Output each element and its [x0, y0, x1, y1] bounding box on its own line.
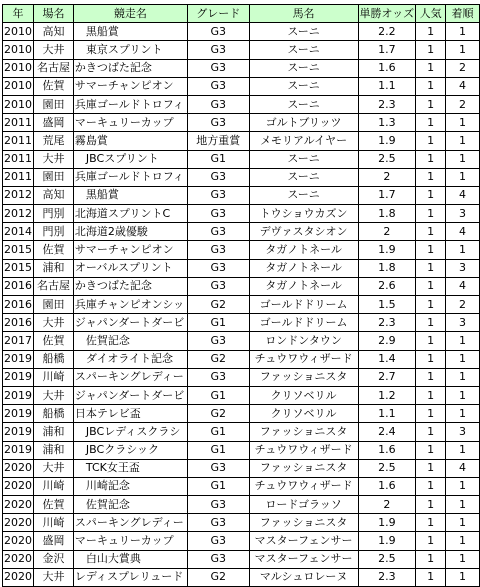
table-row — [3, 132, 480, 150]
race-name-cell: 兵庫ゴールドトロフィ — [73, 168, 187, 186]
year-cell: 2020 — [3, 496, 34, 514]
popularity-cell: 1 — [416, 332, 446, 350]
horse-name-cell: ゴールドドリーム — [249, 296, 358, 314]
finish-cell: 1 — [446, 477, 480, 495]
finish-cell: 1 — [446, 386, 480, 404]
grade-cell: G3 — [187, 168, 249, 186]
race-name-cell: 兵庫ゴールドトロフィ — [73, 95, 187, 113]
year-cell: 2011 — [3, 150, 34, 168]
results-table-container — [2, 4, 480, 587]
odds-cell: 1.9 — [358, 514, 416, 532]
grade-cell: G3 — [187, 95, 249, 113]
grade-cell: G3 — [187, 368, 249, 386]
horse-name-cell: チュウワウィザード — [249, 477, 358, 495]
popularity-cell: 1 — [416, 368, 446, 386]
race-name-cell: サマーチャンピオン — [73, 77, 187, 95]
finish-cell: 2 — [446, 296, 480, 314]
grade-cell: G3 — [187, 514, 249, 532]
horse-name-cell: ロードゴラッソ — [249, 496, 358, 514]
table-row — [3, 77, 480, 95]
year-cell: 2020 — [3, 532, 34, 550]
finish-cell: 4 — [446, 77, 480, 95]
finish-cell: 1 — [446, 496, 480, 514]
venue-cell: 荒尾 — [34, 132, 74, 150]
race-name-cell: 黒船賞 — [73, 186, 187, 204]
horse-name-cell: ファッショニスタ — [249, 423, 358, 441]
year-cell: 2020 — [3, 568, 34, 586]
odds-cell: 1.2 — [358, 386, 416, 404]
header-popularity: 人気 — [416, 5, 446, 23]
finish-cell: 1 — [446, 568, 480, 586]
popularity-cell: 1 — [416, 132, 446, 150]
year-cell: 2010 — [3, 23, 34, 41]
horse-name-cell: スーニ — [249, 77, 358, 95]
year-cell: 2017 — [3, 332, 34, 350]
odds-cell: 1.7 — [358, 186, 416, 204]
race-results-table — [2, 4, 480, 587]
popularity-cell: 1 — [416, 459, 446, 477]
horse-name-cell: マスターフェンサー — [249, 532, 358, 550]
popularity-cell: 1 — [416, 23, 446, 41]
race-name-cell: マーキュリーカップ — [73, 114, 187, 132]
header-venue: 場名 — [34, 5, 74, 23]
race-name-cell: スパーキングレディー — [73, 514, 187, 532]
popularity-cell: 1 — [416, 532, 446, 550]
race-name-cell: ダイオライト記念 — [73, 350, 187, 368]
year-cell: 2019 — [3, 386, 34, 404]
finish-cell: 4 — [446, 223, 480, 241]
horse-name-cell: スーニ — [249, 23, 358, 41]
year-cell: 2010 — [3, 59, 34, 77]
year-cell: 2016 — [3, 296, 34, 314]
table-row — [3, 477, 480, 495]
finish-cell: 1 — [446, 241, 480, 259]
odds-cell: 1.8 — [358, 205, 416, 223]
race-name-cell: 佐賀記念 — [73, 496, 187, 514]
popularity-cell: 1 — [416, 114, 446, 132]
finish-cell: 1 — [446, 132, 480, 150]
race-name-cell: レディスプレリュード — [73, 568, 187, 586]
horse-name-cell: チュウワウィザード — [249, 350, 358, 368]
odds-cell: 1.4 — [358, 350, 416, 368]
race-name-cell: 兵庫チャンピオンシッ — [73, 296, 187, 314]
table-row — [3, 550, 480, 568]
year-cell: 2020 — [3, 459, 34, 477]
odds-cell: 2.7 — [358, 368, 416, 386]
year-cell: 2020 — [3, 514, 34, 532]
venue-cell: 浦和 — [34, 423, 74, 441]
grade-cell: G2 — [187, 568, 249, 586]
year-cell: 2010 — [3, 77, 34, 95]
odds-cell: 1.7 — [358, 41, 416, 59]
table-row — [3, 41, 480, 59]
race-name-cell: オーバルスプリント — [73, 259, 187, 277]
table-row — [3, 459, 480, 477]
horse-name-cell: スーニ — [249, 59, 358, 77]
year-cell: 2015 — [3, 259, 34, 277]
grade-cell: G3 — [187, 532, 249, 550]
popularity-cell: 1 — [416, 241, 446, 259]
table-row — [3, 514, 480, 532]
table-row — [3, 441, 480, 459]
year-cell: 2012 — [3, 186, 34, 204]
odds-cell: 1.5 — [358, 296, 416, 314]
venue-cell: 佐賀 — [34, 496, 74, 514]
finish-cell: 1 — [446, 114, 480, 132]
table-row — [3, 168, 480, 186]
horse-name-cell: マルシュロレーヌ — [249, 568, 358, 586]
header-row — [3, 5, 480, 23]
race-name-cell: ジャパンダートダービ — [73, 314, 187, 332]
finish-cell: 1 — [446, 514, 480, 532]
odds-cell: 1.9 — [358, 241, 416, 259]
race-name-cell: 白山大賞典 — [73, 550, 187, 568]
venue-cell: 高知 — [34, 186, 74, 204]
venue-cell: 園田 — [34, 168, 74, 186]
finish-cell: 1 — [446, 150, 480, 168]
popularity-cell: 1 — [416, 223, 446, 241]
popularity-cell: 1 — [416, 405, 446, 423]
year-cell: 2019 — [3, 441, 34, 459]
race-name-cell: TCK女王盃 — [73, 459, 187, 477]
table-row — [3, 241, 480, 259]
popularity-cell: 1 — [416, 150, 446, 168]
popularity-cell: 1 — [416, 350, 446, 368]
odds-cell: 2.5 — [358, 550, 416, 568]
popularity-cell: 1 — [416, 205, 446, 223]
odds-cell: 2.6 — [358, 277, 416, 295]
venue-cell: 門別 — [34, 205, 74, 223]
venue-cell: 園田 — [34, 296, 74, 314]
year-cell: 2019 — [3, 405, 34, 423]
venue-cell: 船橋 — [34, 405, 74, 423]
table-row — [3, 205, 480, 223]
horse-name-cell: マスターフェンサー — [249, 550, 358, 568]
table-row — [3, 296, 480, 314]
popularity-cell: 1 — [416, 277, 446, 295]
race-name-cell: 霧島賞 — [73, 132, 187, 150]
year-cell: 2011 — [3, 132, 34, 150]
table-row — [3, 23, 480, 41]
year-cell: 2011 — [3, 168, 34, 186]
table-row — [3, 568, 480, 586]
venue-cell: 浦和 — [34, 441, 74, 459]
table-row — [3, 114, 480, 132]
year-cell: 2016 — [3, 314, 34, 332]
year-cell: 2011 — [3, 114, 34, 132]
horse-name-cell: ファッショニスタ — [249, 459, 358, 477]
horse-name-cell: スーニ — [249, 150, 358, 168]
grade-cell: G3 — [187, 205, 249, 223]
odds-cell: 1.6 — [358, 441, 416, 459]
grade-cell: G3 — [187, 459, 249, 477]
finish-cell: 3 — [446, 423, 480, 441]
venue-cell: 盛岡 — [34, 114, 74, 132]
venue-cell: 園田 — [34, 95, 74, 113]
venue-cell: 大井 — [34, 459, 74, 477]
header-horse: 馬名 — [249, 5, 358, 23]
popularity-cell: 1 — [416, 296, 446, 314]
grade-cell: G1 — [187, 423, 249, 441]
header-year: 年 — [3, 5, 34, 23]
grade-cell: G3 — [187, 186, 249, 204]
grade-cell: G3 — [187, 41, 249, 59]
odds-cell: 2.2 — [358, 23, 416, 41]
horse-name-cell: ゴルトブリッツ — [249, 114, 358, 132]
venue-cell: 大井 — [34, 41, 74, 59]
race-name-cell: 佐賀記念 — [73, 332, 187, 350]
horse-name-cell: ファッショニスタ — [249, 368, 358, 386]
odds-cell: 2.5 — [358, 459, 416, 477]
finish-cell: 1 — [446, 41, 480, 59]
odds-cell: 1.3 — [358, 114, 416, 132]
popularity-cell: 1 — [416, 386, 446, 404]
finish-cell: 3 — [446, 205, 480, 223]
odds-cell: 2 — [358, 168, 416, 186]
odds-cell: 2.4 — [358, 423, 416, 441]
popularity-cell: 1 — [416, 168, 446, 186]
grade-cell: G3 — [187, 259, 249, 277]
venue-cell: 佐賀 — [34, 77, 74, 95]
table-body — [3, 23, 480, 587]
odds-cell: 1.9 — [358, 132, 416, 150]
popularity-cell: 1 — [416, 568, 446, 586]
venue-cell: 名古屋 — [34, 277, 74, 295]
venue-cell: 佐賀 — [34, 332, 74, 350]
venue-cell: 門別 — [34, 223, 74, 241]
popularity-cell: 1 — [416, 550, 446, 568]
grade-cell: G3 — [187, 332, 249, 350]
race-name-cell: スパーキングレディー — [73, 368, 187, 386]
odds-cell: 2 — [358, 223, 416, 241]
venue-cell: 川崎 — [34, 368, 74, 386]
odds-cell: 2.9 — [358, 332, 416, 350]
horse-name-cell: スーニ — [249, 95, 358, 113]
finish-cell: 1 — [446, 350, 480, 368]
header-odds: 単勝オッズ — [358, 5, 416, 23]
grade-cell: G3 — [187, 550, 249, 568]
horse-name-cell: スーニ — [249, 186, 358, 204]
popularity-cell: 1 — [416, 59, 446, 77]
table-row — [3, 59, 480, 77]
venue-cell: 川崎 — [34, 514, 74, 532]
grade-cell: G1 — [187, 386, 249, 404]
horse-name-cell: スーニ — [249, 168, 358, 186]
year-cell: 2010 — [3, 95, 34, 113]
table-row — [3, 150, 480, 168]
table-row — [3, 350, 480, 368]
finish-cell: 2 — [446, 59, 480, 77]
venue-cell: 金沢 — [34, 550, 74, 568]
horse-name-cell: メモリアルイヤー — [249, 132, 358, 150]
race-name-cell: かきつばた記念 — [73, 277, 187, 295]
grade-cell: G3 — [187, 114, 249, 132]
odds-cell: 2.5 — [358, 150, 416, 168]
odds-cell: 1.6 — [358, 477, 416, 495]
finish-cell: 1 — [446, 332, 480, 350]
venue-cell: 大井 — [34, 386, 74, 404]
grade-cell: G3 — [187, 77, 249, 95]
odds-cell: 1.1 — [358, 77, 416, 95]
grade-cell: G3 — [187, 277, 249, 295]
venue-cell: 佐賀 — [34, 241, 74, 259]
race-name-cell: 黒船賞 — [73, 23, 187, 41]
race-name-cell: 北海道スプリントC — [73, 205, 187, 223]
table-row — [3, 496, 480, 514]
venue-cell: 船橋 — [34, 350, 74, 368]
grade-cell: G2 — [187, 350, 249, 368]
venue-cell: 高知 — [34, 23, 74, 41]
venue-cell: 川崎 — [34, 477, 74, 495]
race-name-cell: サマーチャンピオン — [73, 241, 187, 259]
finish-cell: 1 — [446, 368, 480, 386]
finish-cell: 1 — [446, 168, 480, 186]
finish-cell: 4 — [446, 186, 480, 204]
finish-cell: 3 — [446, 259, 480, 277]
grade-cell: G3 — [187, 241, 249, 259]
odds-cell: 2.3 — [358, 95, 416, 113]
popularity-cell: 1 — [416, 496, 446, 514]
horse-name-cell: ファッショニスタ — [249, 514, 358, 532]
finish-cell: 1 — [446, 23, 480, 41]
year-cell: 2020 — [3, 477, 34, 495]
header-finish: 着順 — [446, 5, 480, 23]
year-cell: 2012 — [3, 205, 34, 223]
race-name-cell: 川崎記念 — [73, 477, 187, 495]
table-row — [3, 277, 480, 295]
popularity-cell: 1 — [416, 477, 446, 495]
venue-cell: 盛岡 — [34, 532, 74, 550]
table-row — [3, 368, 480, 386]
finish-cell: 1 — [446, 550, 480, 568]
popularity-cell: 1 — [416, 41, 446, 59]
popularity-cell: 1 — [416, 259, 446, 277]
odds-cell: 2.3 — [358, 568, 416, 586]
popularity-cell: 1 — [416, 186, 446, 204]
race-name-cell: JBCレディスクラシ — [73, 423, 187, 441]
year-cell: 2014 — [3, 223, 34, 241]
table-row — [3, 405, 480, 423]
horse-name-cell: クリソベリル — [249, 405, 358, 423]
odds-cell: 2.3 — [358, 314, 416, 332]
table-row — [3, 314, 480, 332]
venue-cell: 大井 — [34, 150, 74, 168]
popularity-cell: 1 — [416, 314, 446, 332]
race-name-cell: 日本テレビ盃 — [73, 405, 187, 423]
table-row — [3, 532, 480, 550]
venue-cell: 大井 — [34, 568, 74, 586]
grade-cell: G1 — [187, 150, 249, 168]
finish-cell: 4 — [446, 459, 480, 477]
grade-cell: G1 — [187, 441, 249, 459]
odds-cell: 1.6 — [358, 59, 416, 77]
horse-name-cell: ゴールドドリーム — [249, 314, 358, 332]
race-name-cell: ジャパンダートダービ — [73, 386, 187, 404]
grade-cell: G2 — [187, 405, 249, 423]
grade-cell: G1 — [187, 314, 249, 332]
odds-cell: 1.8 — [358, 259, 416, 277]
finish-cell: 1 — [446, 441, 480, 459]
odds-cell: 1.1 — [358, 405, 416, 423]
year-cell: 2015 — [3, 241, 34, 259]
header-grade: グレード — [187, 5, 249, 23]
horse-name-cell: クリソベリル — [249, 386, 358, 404]
grade-cell: G3 — [187, 23, 249, 41]
grade-cell: G3 — [187, 59, 249, 77]
venue-cell: 名古屋 — [34, 59, 74, 77]
horse-name-cell: デヴァスタシオン — [249, 223, 358, 241]
grade-cell: 地方重賞 — [187, 132, 249, 150]
venue-cell: 浦和 — [34, 259, 74, 277]
table-row — [3, 259, 480, 277]
race-name-cell: JBCクラシック — [73, 441, 187, 459]
horse-name-cell: チュウワウィザード — [249, 441, 358, 459]
table-row — [3, 186, 480, 204]
grade-cell: G3 — [187, 496, 249, 514]
horse-name-cell: ロンドンタウン — [249, 332, 358, 350]
race-name-cell: マーキュリーカップ — [73, 532, 187, 550]
grade-cell: G1 — [187, 477, 249, 495]
horse-name-cell: スーニ — [249, 41, 358, 59]
race-name-cell: JBCスプリント — [73, 150, 187, 168]
race-name-cell: 北海道2歳優駿 — [73, 223, 187, 241]
odds-cell: 2 — [358, 496, 416, 514]
horse-name-cell: トウショウカズン — [249, 205, 358, 223]
year-cell: 2020 — [3, 550, 34, 568]
popularity-cell: 1 — [416, 95, 446, 113]
finish-cell: 4 — [446, 277, 480, 295]
finish-cell: 1 — [446, 405, 480, 423]
finish-cell: 1 — [446, 532, 480, 550]
horse-name-cell: タガノトネール — [249, 259, 358, 277]
table-row — [3, 386, 480, 404]
venue-cell: 大井 — [34, 314, 74, 332]
grade-cell: G3 — [187, 223, 249, 241]
popularity-cell: 1 — [416, 77, 446, 95]
header-race: 競走名 — [73, 5, 187, 23]
finish-cell: 2 — [446, 95, 480, 113]
table-row — [3, 423, 480, 441]
table-row — [3, 332, 480, 350]
race-name-cell: かきつばた記念 — [73, 59, 187, 77]
race-name-cell: 東京スプリント — [73, 41, 187, 59]
odds-cell: 1.9 — [358, 532, 416, 550]
year-cell: 2019 — [3, 350, 34, 368]
table-row — [3, 223, 480, 241]
popularity-cell: 1 — [416, 514, 446, 532]
year-cell: 2019 — [3, 423, 34, 441]
popularity-cell: 1 — [416, 441, 446, 459]
grade-cell: G2 — [187, 296, 249, 314]
year-cell: 2019 — [3, 368, 34, 386]
horse-name-cell: タガノトネール — [249, 241, 358, 259]
table-row — [3, 95, 480, 113]
finish-cell: 3 — [446, 314, 480, 332]
popularity-cell: 1 — [416, 423, 446, 441]
horse-name-cell: タガノトネール — [249, 277, 358, 295]
year-cell: 2016 — [3, 277, 34, 295]
year-cell: 2010 — [3, 41, 34, 59]
